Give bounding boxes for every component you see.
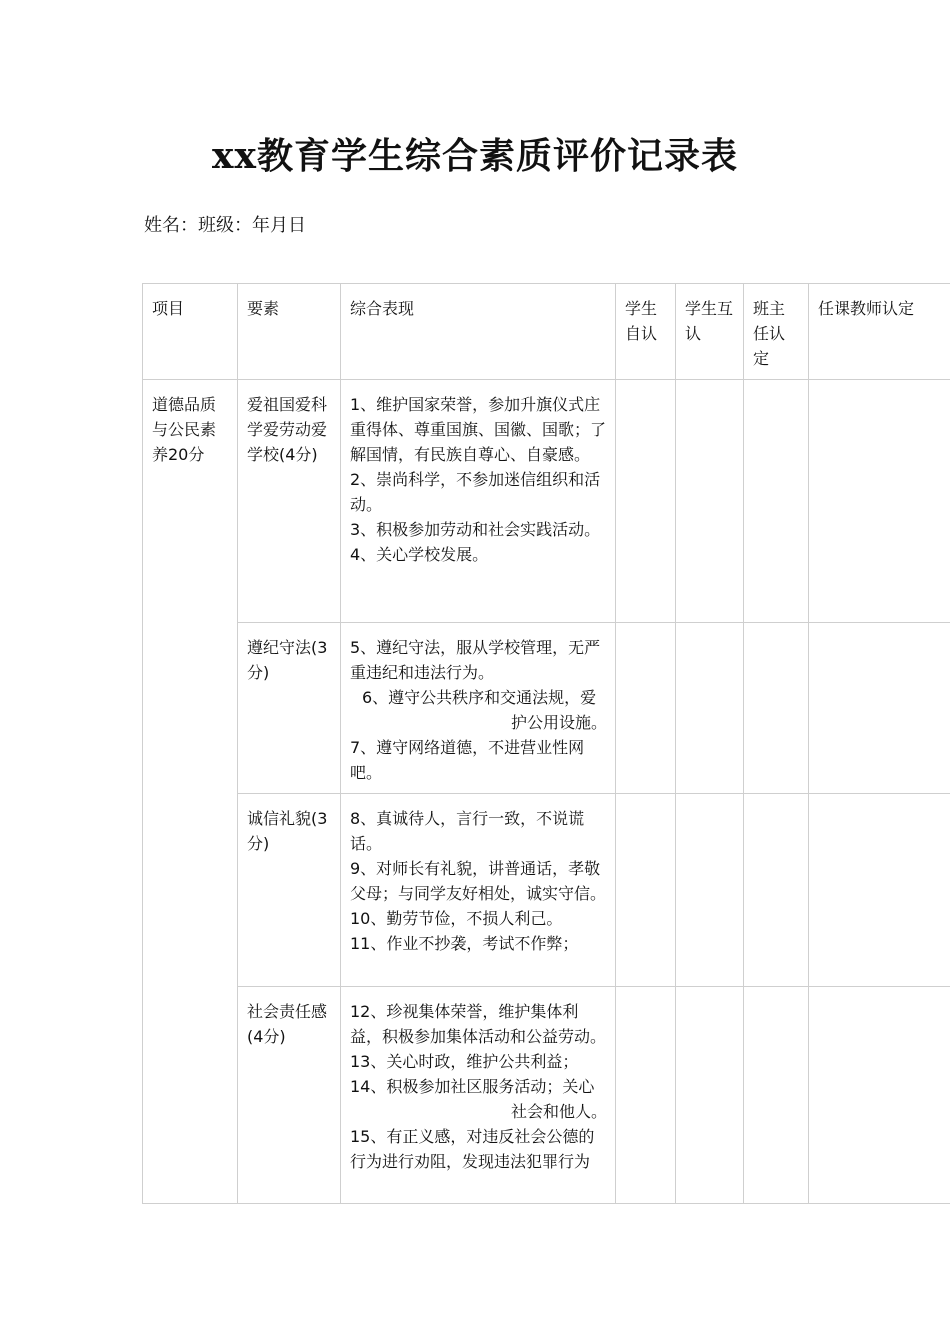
criterion-text: 8、真诚待人，言行一致，不说谎话。 bbox=[350, 809, 585, 853]
subject-teacher-cell[interactable] bbox=[809, 987, 950, 1204]
criterion-text: 15、有正义感，对违反社会公德的行为进行劝阻，发现违法犯罪行为 bbox=[350, 1127, 595, 1171]
peer-assessment-cell[interactable] bbox=[676, 380, 744, 623]
header-element: 要素 bbox=[238, 284, 341, 380]
table-row bbox=[143, 987, 950, 1204]
performance-cell bbox=[341, 623, 616, 794]
header-item: 项目 bbox=[143, 284, 238, 380]
peer-assessment-cell[interactable] bbox=[676, 987, 744, 1204]
criterion-text: 护公用设施。 bbox=[510, 713, 607, 732]
criterion-text: 5、遵纪守法，服从学校管理，无严重违纪和违法行为。 bbox=[350, 638, 601, 682]
subject-teacher-cell[interactable] bbox=[809, 794, 950, 987]
criterion-text: 3、积极参加劳动和社会实践活动。 bbox=[350, 520, 601, 539]
table-row bbox=[143, 623, 950, 794]
student-info-line: 姓名：班级：年月日 bbox=[144, 215, 306, 236]
self-assessment-cell[interactable] bbox=[616, 794, 676, 987]
peer-assessment-cell[interactable] bbox=[676, 623, 744, 794]
evaluation-table bbox=[142, 283, 950, 1204]
head-teacher-cell[interactable] bbox=[744, 987, 809, 1204]
header-head-teacher: 班主任认定 bbox=[744, 284, 809, 380]
element-cell: 社会责任感(4分) bbox=[238, 987, 341, 1204]
self-assessment-cell[interactable] bbox=[616, 623, 676, 794]
criterion-text: 6、遵守公共秩序和交通法规，爱 bbox=[362, 688, 597, 707]
head-teacher-cell[interactable] bbox=[744, 623, 809, 794]
head-teacher-cell[interactable] bbox=[744, 380, 809, 623]
head-teacher-cell[interactable] bbox=[744, 794, 809, 987]
table-header-row bbox=[143, 284, 950, 380]
document-title: xx教育学生综合素质评价记录表 bbox=[212, 135, 738, 177]
element-cell: 爱祖国爱科学爱劳动爱学校(4分) bbox=[238, 380, 341, 623]
element-cell: 遵纪守法(3分) bbox=[238, 623, 341, 794]
category-cell: 道德品质与公民素养20分 bbox=[143, 380, 238, 1204]
subject-teacher-cell[interactable] bbox=[809, 623, 950, 794]
subject-teacher-cell[interactable] bbox=[809, 380, 950, 623]
table-row bbox=[143, 794, 950, 987]
performance-cell bbox=[341, 987, 616, 1204]
criterion-text: 9、对师长有礼貌，讲普通话，孝敬父母；与同学友好相处，诚实守信。 bbox=[350, 859, 607, 903]
performance-cell bbox=[341, 380, 616, 623]
self-assessment-cell[interactable] bbox=[616, 987, 676, 1204]
criterion-text: 7、遵守网络道德，不进营业性网吧。 bbox=[350, 738, 585, 782]
header-peer-assessment: 学生互认 bbox=[676, 284, 744, 380]
criterion-text: 14、积极参加社区服务活动；关心 bbox=[350, 1077, 595, 1096]
header-subject-teacher: 任课教师认定 bbox=[809, 284, 950, 380]
criterion-text: 12、珍视集体荣誉，维护集体利益，积极参加集体活动和公益劳动。 bbox=[350, 1002, 607, 1046]
criterion-text: 11、作业不抄袭，考试不作弊； bbox=[350, 934, 579, 953]
self-assessment-cell[interactable] bbox=[616, 380, 676, 623]
criterion-text: 1、维护国家荣誉，参加升旗仪式庄重得体、尊重国旗、国徽、国歌；了解国情，有民族自尊心、自豪感。 bbox=[350, 395, 607, 464]
performance-cell bbox=[341, 794, 616, 987]
criterion-text: 社会和他人。 bbox=[510, 1102, 607, 1121]
criterion-text: 2、崇尚科学，不参加迷信组织和活动。 bbox=[350, 470, 601, 514]
header-performance: 综合表现 bbox=[341, 284, 616, 380]
element-cell: 诚信礼貌(3分) bbox=[238, 794, 341, 987]
criterion-text: 13、关心时政，维护公共利益； bbox=[350, 1052, 579, 1071]
table-row bbox=[143, 380, 950, 623]
header-self-assessment: 学生自认 bbox=[616, 284, 676, 380]
peer-assessment-cell[interactable] bbox=[676, 794, 744, 987]
criterion-text: 10、勤劳节俭，不损人利己。 bbox=[350, 909, 563, 928]
criterion-text: 4、关心学校发展。 bbox=[350, 545, 489, 564]
